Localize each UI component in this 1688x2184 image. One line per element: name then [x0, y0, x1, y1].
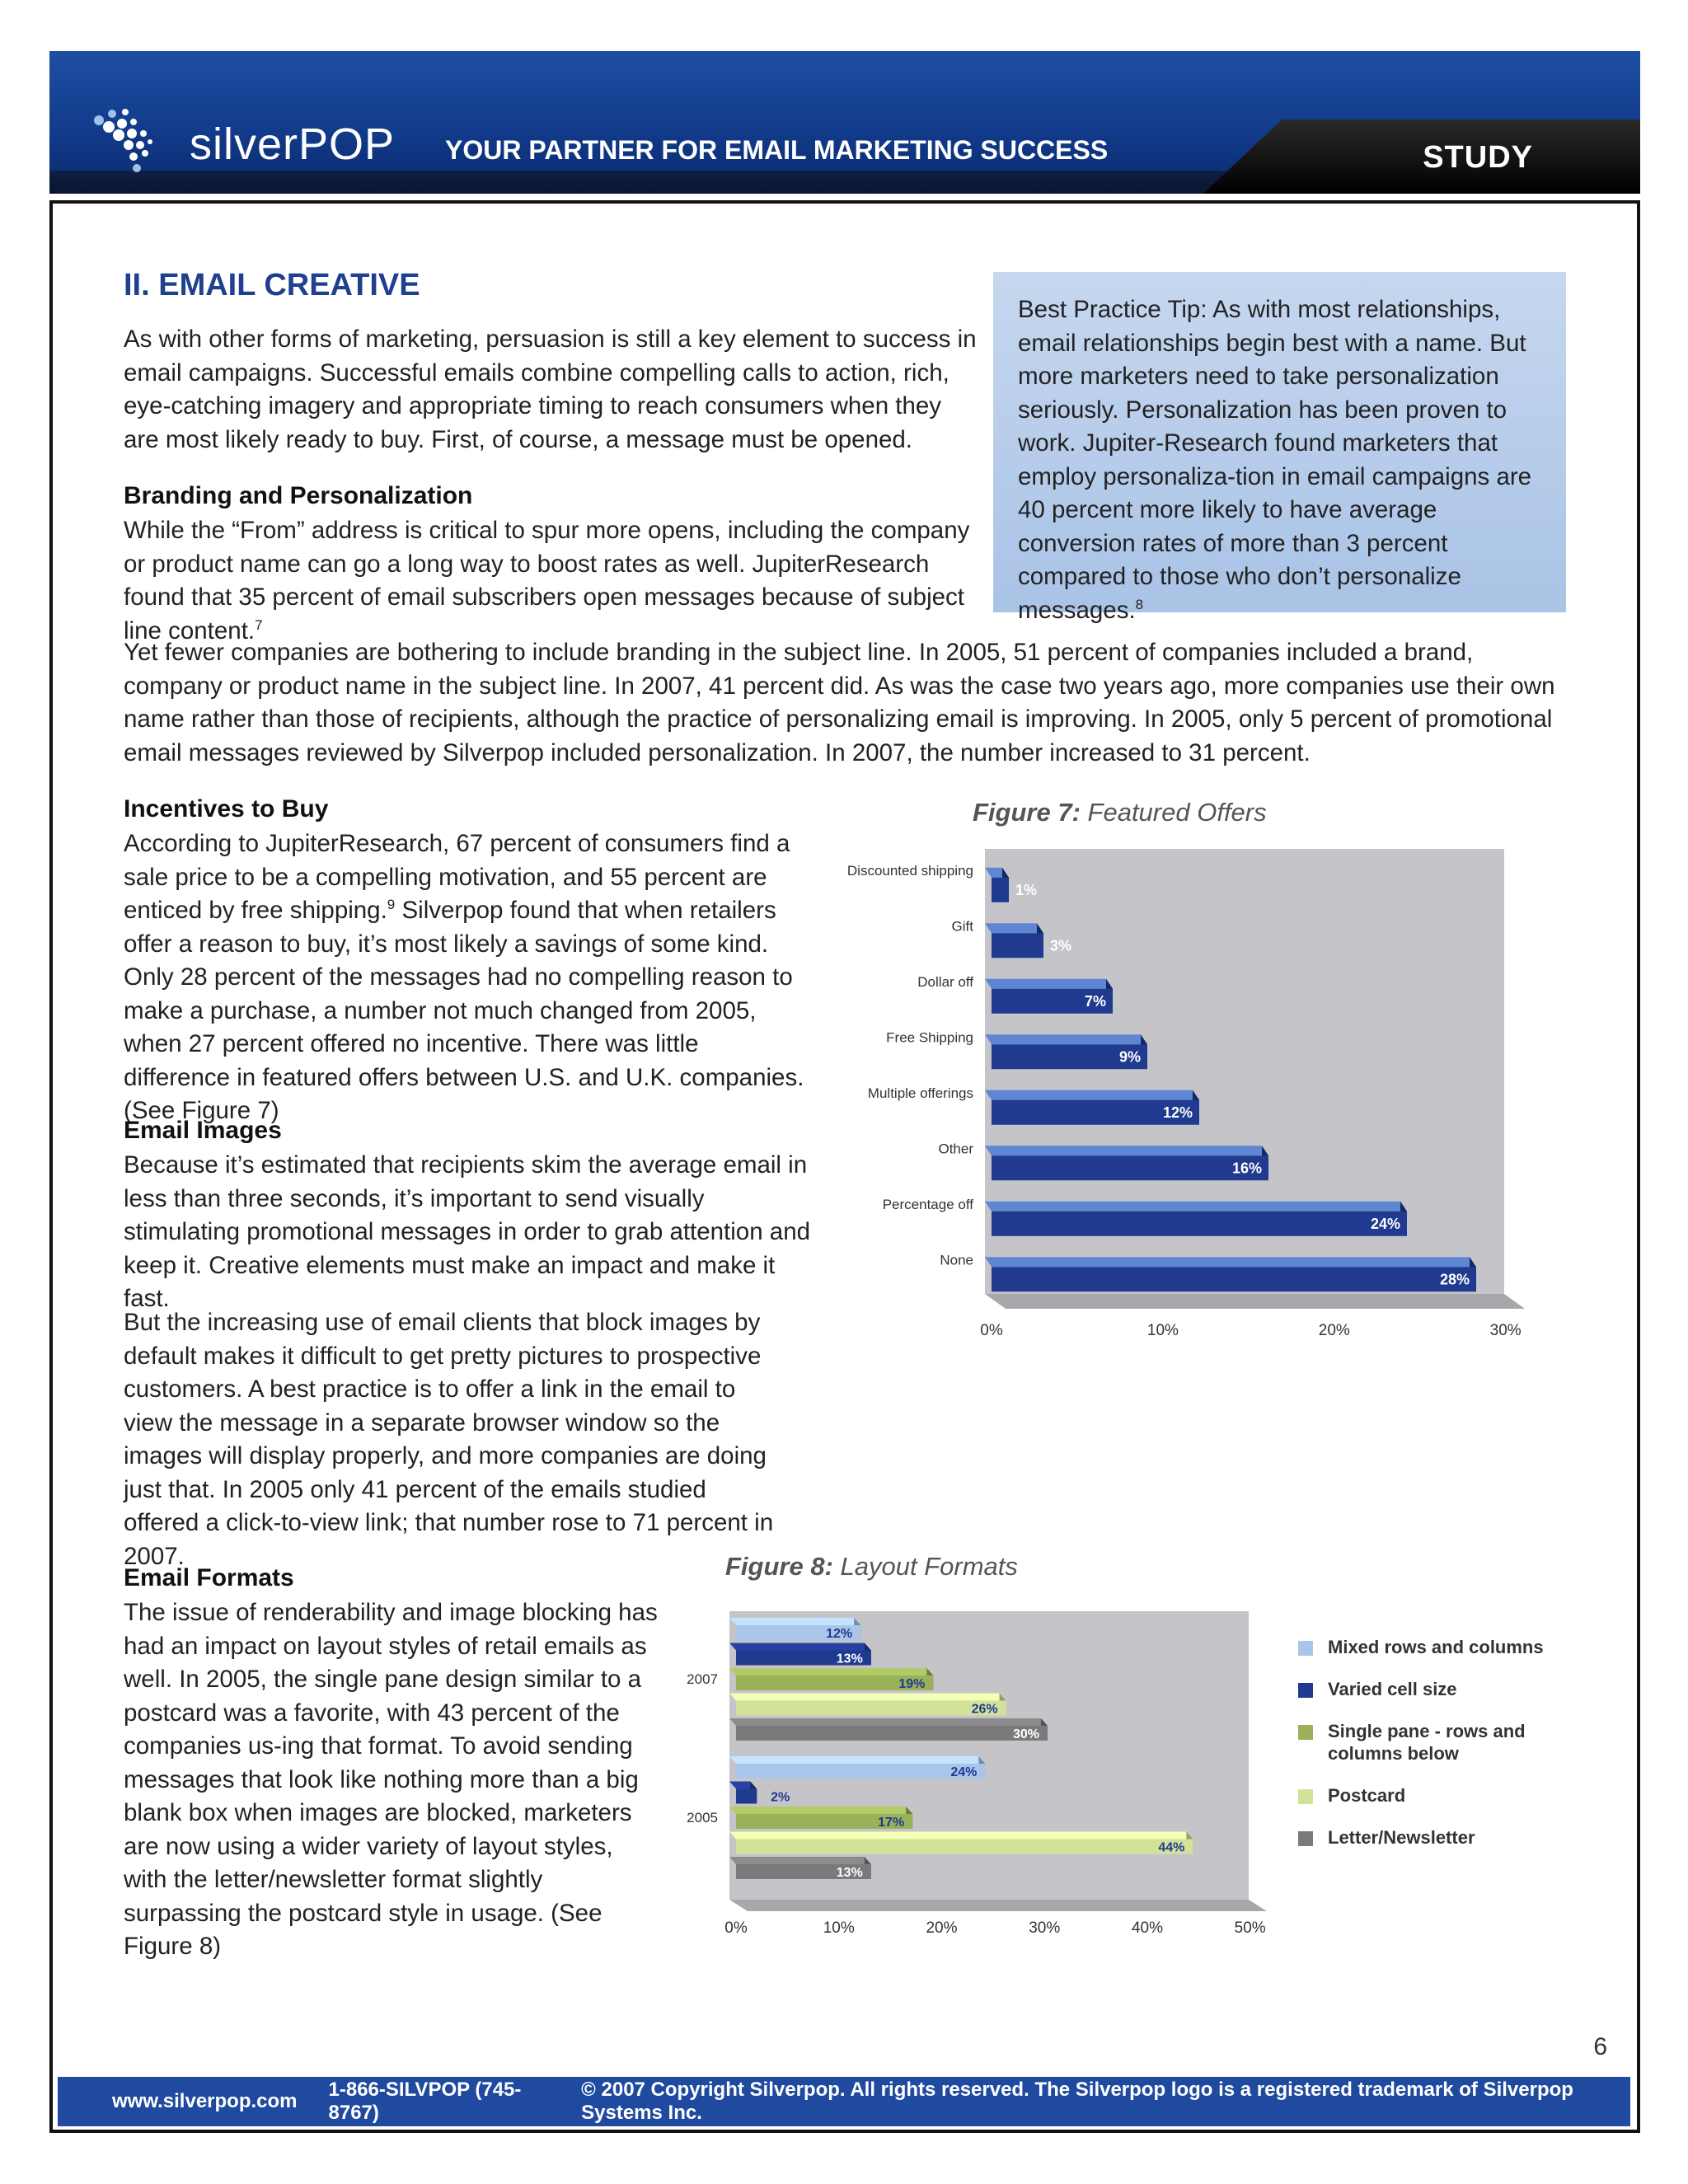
plot-floor	[985, 1294, 1525, 1309]
bar	[992, 878, 1009, 902]
data-label: 13%	[836, 1866, 863, 1880]
data-label: 16%	[1231, 1160, 1262, 1177]
data-label: 9%	[1118, 1048, 1141, 1066]
bar-top	[729, 1643, 871, 1651]
x-tick-label: 10%	[1146, 1322, 1179, 1339]
figure8-chart	[672, 1599, 1298, 1937]
data-label: 13%	[836, 1652, 863, 1666]
figure7-title: Figure 7: Featured Offers	[973, 798, 1267, 827]
section-title: II. EMAIL CREATIVE	[124, 268, 420, 302]
header-banner	[49, 51, 1640, 194]
legend-swatch	[1298, 1683, 1313, 1698]
bar-top	[985, 1146, 1268, 1155]
legend-swatch	[1298, 1789, 1313, 1804]
bar-top	[729, 1618, 860, 1625]
category-label: Percentage off	[882, 1196, 973, 1212]
data-label: 44%	[1158, 1840, 1185, 1855]
legend-label: Letter/Newsletter	[1328, 1827, 1475, 1848]
bar-top	[985, 1034, 1147, 1044]
group-label: 2007	[687, 1671, 718, 1687]
footer-website[interactable]: www.silverpop.com	[112, 2090, 298, 2112]
branding-paragraph: While the “From” address is critical to spur more opens, including the company or product name can go a long way to boost rates as well. JupiterResearch found that 35 percent of email subscribers open messages because of subject line content.$^7$	[124, 517, 970, 644]
bar-top	[985, 1090, 1199, 1100]
category-label: Free Shipping	[886, 1029, 973, 1046]
formats-paragraph: The issue of renderability and image blocking has had an impact on layout styles of retail emails as well. In 2005, the single pane design similar to a postcard was a favorite, with 43 percent of the companies us-ing that format. To avoid sending messages that look like nothing more than a big blank box when images are blocked, marketers are now using a wider variety of layout styles, with the letter/newsletter format slightly surpassing the postcard style in usage. (See Figure 8)	[124, 1599, 658, 1960]
bar	[992, 1267, 1476, 1291]
section-label: STUDY	[1423, 140, 1533, 175]
legend-item	[1298, 1826, 1592, 1849]
plot-floor	[729, 1900, 1267, 1911]
footer-phone: 1-866-SILVPOP (745-8767)	[328, 2079, 522, 2124]
footnote-ref: 9	[387, 897, 396, 913]
legend-label: Varied cell size	[1328, 1679, 1457, 1699]
data-label: 7%	[1084, 992, 1106, 1010]
data-label: 3%	[1049, 937, 1071, 954]
bar-top	[729, 1694, 1006, 1701]
data-label: 28%	[1439, 1271, 1470, 1288]
data-label: 12%	[1162, 1104, 1193, 1121]
category-label: Other	[938, 1141, 973, 1157]
bar-top	[985, 1202, 1407, 1212]
bar-top	[985, 979, 1113, 989]
data-label: 12%	[826, 1627, 853, 1641]
bar	[736, 1701, 1006, 1716]
bar-top	[985, 1257, 1476, 1267]
category-label: None	[940, 1252, 973, 1268]
bar	[736, 1764, 985, 1779]
figure8-title: Figure 8: Layout Formats	[725, 1552, 1018, 1581]
x-tick-label: 0%	[724, 1919, 748, 1937]
x-tick-label: 30%	[1029, 1919, 1061, 1937]
x-tick-label: 30%	[1489, 1322, 1522, 1339]
bar	[736, 1789, 757, 1804]
bar	[992, 1212, 1407, 1236]
legend-label: Single pane - rows and columns below	[1328, 1721, 1526, 1764]
footnote-ref: 8	[1135, 596, 1144, 612]
group-label: 2005	[687, 1810, 718, 1825]
formats-heading: Email Formats	[124, 1564, 294, 1591]
legend-swatch	[1298, 1725, 1313, 1740]
x-tick-label: 50%	[1234, 1919, 1266, 1937]
intro-paragraph: As with other forms of marketing, persuasion is still a key element to success in email campaigns. Successful emails combine compelling calls to action, rich, eye-catching imagery and appropriate timing to reach consumers when they are most likely ready to buy. First, of course, a message must be opened.	[124, 326, 977, 453]
study-tab	[1203, 120, 1640, 194]
bar-top	[729, 1857, 871, 1864]
page-number: 6	[1593, 2033, 1607, 2060]
x-tick-label: 40%	[1131, 1919, 1163, 1937]
legend-item	[1298, 1720, 1592, 1765]
category-label: Gift	[951, 918, 973, 935]
x-tick-label: 0%	[980, 1322, 1003, 1339]
figure8-legend	[1298, 1636, 1592, 1868]
data-label: 24%	[950, 1765, 978, 1779]
incentives-paragraph: According to JupiterResearch, 67 percent of consumers find a sale price to be a compelling motivation, and 55 percent are enticed by free shipping.$^9$ Silverpop found that when retailers offer a reason to buy, it’s most likely a savings of some kind. Only 28 percent of the messages had no compelling reason to make a purchase, a number not much changed from 2005, when 27 percent offered no incentive. There was little difference in featured offers between U.S. and U.K. companies. (See Figure 7)	[124, 830, 804, 1124]
best-practice-tip: Best Practice Tip: As with most relationships, email relationships begin best with a name. But more marketers need to take personalization seriously. Personalization has been proven to work. Jupiter-Research found marketers that employ personaliza-tion in email campaigns are 40 percent more likely to have average conversion rates of more than 3 percent compared to those who don’t personalize messages.$^8$	[993, 272, 1566, 612]
category-label: Discounted shipping	[846, 862, 973, 879]
x-tick-label: 20%	[1318, 1322, 1350, 1339]
legend-swatch	[1298, 1831, 1313, 1846]
images-paragraph-1: Because it’s estimated that recipients skim the average email in less than three seconds, it’s important to send visually stimulating promotional messages in order to grab attention and keep it. Creative elements must make an impact and make it fast.	[124, 1151, 811, 1312]
branding-heading: Branding and Personalization	[124, 482, 473, 509]
bar-top	[729, 1668, 933, 1675]
legend-item	[1298, 1636, 1592, 1658]
data-label: 26%	[971, 1702, 998, 1717]
data-label: 2%	[771, 1790, 790, 1805]
bar	[992, 933, 1043, 958]
brand-name: silverPOP	[190, 120, 396, 169]
bar-top	[729, 1756, 985, 1764]
footer-copyright: © 2007 Copyright Silverpop. All rights reserved. The Silverpop logo is a registered trademark of Silverpop Systems Inc.	[581, 2079, 1573, 2124]
bar-top	[729, 1832, 1193, 1840]
data-label: 24%	[1370, 1215, 1400, 1232]
bar-top	[729, 1807, 912, 1814]
figure7-chart	[816, 841, 1574, 1339]
incentives-heading: Incentives to Buy	[124, 795, 329, 823]
header-tagline: YOUR PARTNER FOR EMAIL MARKETING SUCCESS	[445, 135, 1109, 165]
category-label: Dollar off	[917, 973, 973, 990]
legend-label: Postcard	[1328, 1785, 1406, 1806]
category-label: Multiple offerings	[867, 1085, 973, 1101]
bar-top	[985, 923, 1043, 933]
legend-item	[1298, 1784, 1592, 1807]
footer-bar	[58, 2077, 1630, 2126]
data-label: 19%	[898, 1677, 926, 1691]
data-label: 1%	[1015, 881, 1037, 898]
x-tick-label: 10%	[823, 1919, 855, 1937]
legend-swatch	[1298, 1641, 1313, 1656]
bar	[992, 1155, 1268, 1180]
subject-line-paragraph: Yet fewer companies are bothering to include branding in the subject line. In 2005, 51 percent of companies included a brand, company or product name in the subject line. In 2007, 41 percent did. As was the case two years ago, more companies use their own name rather than those of recipients, although the practice of personalizing email is improving. In 2005, only 5 percent of promotional email messages reviewed by Silverpop included personalization. In 2007, the number increased to 31 percent.	[124, 639, 1555, 766]
images-heading: Email Images	[124, 1117, 282, 1144]
footnote-ref: 7	[255, 616, 263, 633]
bar-top	[729, 1718, 1048, 1726]
bar	[736, 1840, 1193, 1854]
bar	[736, 1726, 1048, 1741]
legend-item	[1298, 1678, 1592, 1700]
data-label: 30%	[1012, 1727, 1039, 1741]
x-tick-label: 20%	[926, 1919, 958, 1937]
images-paragraph-2: But the increasing use of email clients that block images by default makes it difficult to get pretty pictures to prospective customers. A best practice is to offer a link in the email to view the message in a separate browser window so the images will display properly, and more companies are doing just that. In 2005 only 41 percent of the emails studied offered a click-to-view link; that number rose to 71 percent in 2007.	[124, 1309, 774, 1570]
legend-label: Mixed rows and columns	[1328, 1637, 1544, 1657]
data-label: 17%	[878, 1816, 905, 1830]
